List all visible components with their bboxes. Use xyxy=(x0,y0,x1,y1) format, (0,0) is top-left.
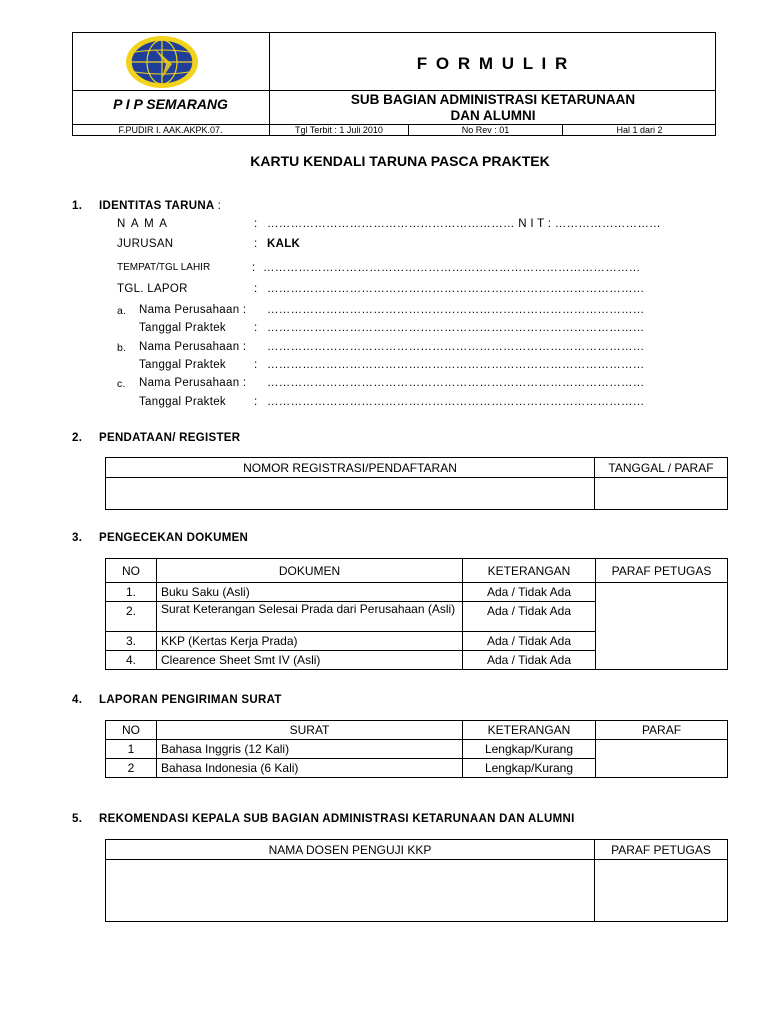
nama-label: N A M A xyxy=(117,218,169,230)
jurusan-value: KALK xyxy=(267,238,301,250)
recommendation-table xyxy=(105,839,728,922)
col-officer-sign-header: PARAF PETUGAS xyxy=(595,840,728,860)
department-line-2: DAN ALUMNI xyxy=(450,108,536,123)
nama-nit-field[interactable]: ……………………………………………………… N I T : ……………………… xyxy=(267,218,661,230)
section-5-number: 5. xyxy=(72,813,83,825)
col-no-header: NO xyxy=(106,721,157,740)
registration-cell[interactable] xyxy=(106,478,595,510)
col-note-header: KETERANGAN xyxy=(463,559,596,583)
company-b-field[interactable]: …………………………………………………………………………………… xyxy=(267,341,645,353)
date-sign-cell[interactable] xyxy=(595,478,728,510)
examiner-cell[interactable] xyxy=(106,860,595,922)
doc-row-no: 4. xyxy=(106,651,157,670)
doc-row-no: 1. xyxy=(106,583,157,602)
letter-row-name: Bahasa Indonesia (6 Kali) xyxy=(157,759,463,778)
section-1-number: 1. xyxy=(72,200,83,212)
company-b-date-label: Tanggal Praktek xyxy=(139,359,226,371)
doc-row-name: Buku Saku (Asli) xyxy=(157,583,463,602)
letter-row-name: Bahasa Inggris (12 Kali) xyxy=(157,740,463,759)
doc-row-name: Clearence Sheet Smt IV (Asli) xyxy=(157,651,463,670)
company-a-date-field[interactable]: …………………………………………………………………………………… xyxy=(267,322,645,334)
col-date-sign-header: TANGGAL / PARAF xyxy=(595,458,728,478)
header-divider-1 xyxy=(72,90,716,91)
page-number: Hal 1 dari 2 xyxy=(616,125,663,135)
revision: No Rev : 01 xyxy=(461,125,510,135)
col-no-header: NO xyxy=(106,559,157,583)
department-line-1: SUB BAGIAN ADMINISTRASI KETARUNAAN xyxy=(350,92,636,107)
form-title: F O R M U L I R xyxy=(416,54,570,73)
col-note-header: KETERANGAN xyxy=(463,721,596,740)
col-registration-header: NOMOR REGISTRASI/PENDAFTARAN xyxy=(106,458,595,478)
doc-row-note: Ada / Tidak Ada xyxy=(463,583,596,602)
company-c-field[interactable]: …………………………………………………………………………………… xyxy=(267,377,645,389)
company-b-date-colon: : xyxy=(254,359,258,371)
col-letter-header: SURAT xyxy=(157,721,463,740)
section-1-title: IDENTITAS TARUNA xyxy=(99,200,215,212)
letter-row-no: 1 xyxy=(106,740,157,759)
section-2-heading: PENDATAAN/ REGISTER xyxy=(99,432,241,444)
doc-row-name: KKP (Kertas Kerja Prada) xyxy=(157,632,463,651)
section-4-heading: LAPORAN PENGIRIMAN SURAT xyxy=(99,694,282,706)
col-sign-header: PARAF xyxy=(596,721,728,740)
doc-row-no: 2. xyxy=(106,602,157,632)
company-c-letter: c. xyxy=(117,378,126,390)
tgl-lapor-label: TGL. LAPOR xyxy=(117,283,188,295)
tgl-lapor-colon: : xyxy=(254,283,258,295)
section-1-heading xyxy=(99,200,221,212)
section-3-number: 3. xyxy=(72,532,83,544)
col-document-header: DOKUMEN xyxy=(157,559,463,583)
company-a-date-label: Tanggal Praktek xyxy=(139,322,226,334)
section-5-heading: REKOMENDASI KEPALA SUB BAGIAN ADMINISTRASI KETARUNAAN DAN ALUMNI xyxy=(99,813,575,825)
letter-row-note: Lengkap/Kurang xyxy=(463,759,596,778)
company-c-label: Nama Perusahaan : xyxy=(139,377,247,389)
doc-code: F.PUDIR I. AAK.AKPK.07. xyxy=(118,125,223,135)
company-a-date-colon: : xyxy=(254,322,258,334)
doc-row-note: Ada / Tidak Ada xyxy=(463,602,596,632)
logo xyxy=(122,34,202,90)
company-a-letter: a. xyxy=(117,305,127,317)
col-examiner-header: NAMA DOSEN PENGUJI KKP xyxy=(106,840,595,860)
company-a-label: Nama Perusahaan : xyxy=(139,304,247,316)
officer-sign-cell[interactable] xyxy=(596,583,728,670)
company-b-label: Nama Perusahaan : xyxy=(139,341,247,353)
col-officer-sign-header: PARAF PETUGAS xyxy=(596,559,728,583)
company-c-date-field[interactable]: …………………………………………………………………………………… xyxy=(267,396,645,408)
ttl-label: TEMPAT/TGL LAHIR xyxy=(117,262,211,273)
section-4-number: 4. xyxy=(72,694,83,706)
company-c-date-colon: : xyxy=(254,396,258,408)
tgl-lapor-field[interactable]: …………………………………………………………………………………… xyxy=(267,283,645,295)
nama-colon: : xyxy=(254,218,258,230)
letter-row-note: Lengkap/Kurang xyxy=(463,740,596,759)
globe-anchor-logo-icon xyxy=(122,34,202,90)
document-title: KARTU KENDALI TARUNA PASCA PRAKTEK xyxy=(250,153,550,169)
doc-row-no: 3. xyxy=(106,632,157,651)
institution-name: P I P SEMARANG xyxy=(113,96,228,112)
letter-sign-cell[interactable] xyxy=(596,740,728,778)
doc-row-note: Ada / Tidak Ada xyxy=(463,632,596,651)
company-c-date-label: Tanggal Praktek xyxy=(139,396,226,408)
register-table xyxy=(105,457,728,510)
doc-row-note: Ada / Tidak Ada xyxy=(463,651,596,670)
document-check-table xyxy=(105,558,728,670)
company-b-date-field[interactable]: …………………………………………………………………………………… xyxy=(267,359,645,371)
section-2-number: 2. xyxy=(72,432,83,444)
ttl-field[interactable]: …………………………………………………………………………………… xyxy=(263,262,641,274)
doc-row-name: Surat Keterangan Selesai Prada dari Perusahaan (Asli) xyxy=(157,602,463,632)
company-a-field[interactable]: …………………………………………………………………………………… xyxy=(267,304,645,316)
letter-report-table xyxy=(105,720,728,778)
company-b-letter: b. xyxy=(117,342,127,354)
jurusan-label: JURUSAN xyxy=(117,238,174,250)
letter-row-no: 2 xyxy=(106,759,157,778)
section-1-colon: : xyxy=(217,200,222,212)
issue-date: Tgl Terbit : 1 Juli 2010 xyxy=(295,125,383,135)
jurusan-colon: : xyxy=(254,238,258,250)
ttl-colon: : xyxy=(252,262,256,274)
section-3-heading: PENGECEKAN DOKUMEN xyxy=(99,532,249,544)
officer-sign-cell[interactable] xyxy=(595,860,728,922)
